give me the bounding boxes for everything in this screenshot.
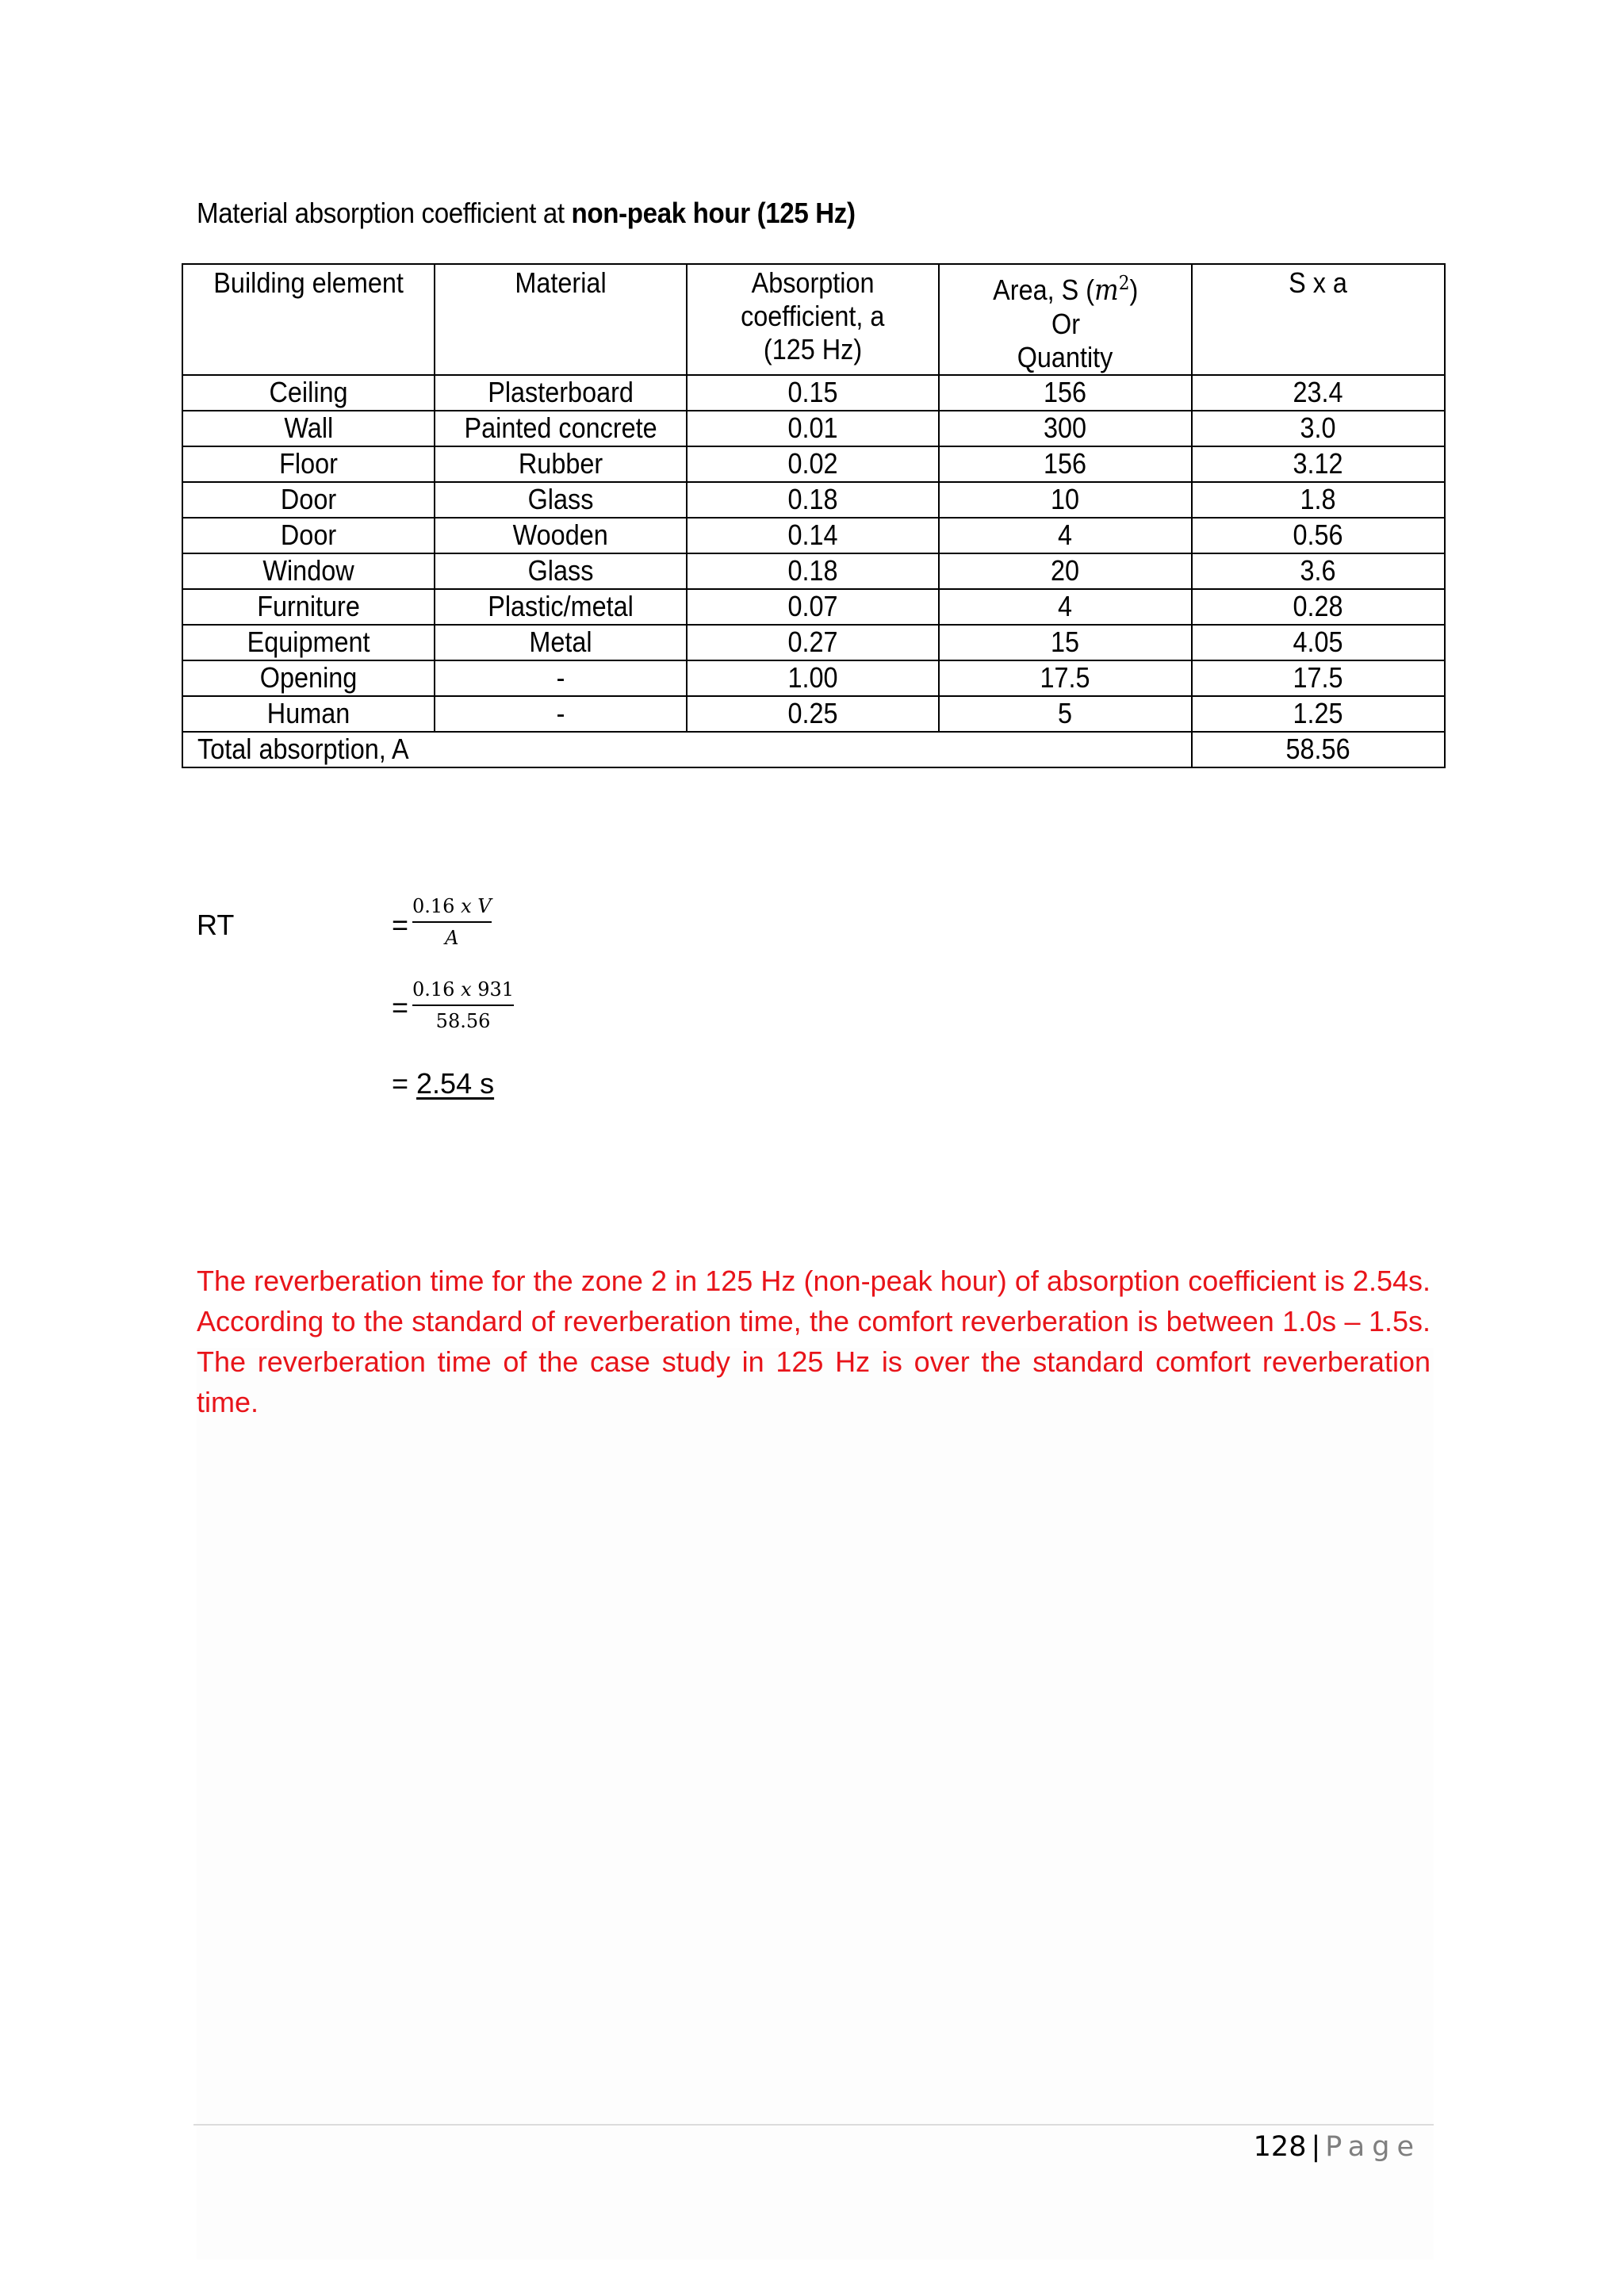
header-area: Area, S $(m^2)$ Or Quantity xyxy=(939,264,1192,375)
cell-area: 15 xyxy=(939,625,1192,660)
cell-building-element: Wall xyxy=(182,411,435,446)
table-header-row xyxy=(182,264,1445,375)
header-sxa: S x a xyxy=(1192,264,1445,375)
table-row xyxy=(182,518,1445,553)
page-background-shade xyxy=(197,1348,1434,2260)
cell-material: Metal xyxy=(435,625,687,660)
cell-absorption-coefficient: 0.25 xyxy=(687,696,939,732)
cell-sxa: 3.6 xyxy=(1192,553,1445,589)
cell-sxa: 0.56 xyxy=(1192,518,1445,553)
total-value: 58.56 xyxy=(1192,732,1445,767)
table-row xyxy=(182,446,1445,482)
cell-sxa: 3.0 xyxy=(1192,411,1445,446)
page-word: Page xyxy=(1325,2131,1421,2163)
footer-divider xyxy=(193,2124,1434,2126)
cell-material: - xyxy=(435,696,687,732)
cell-material: Wooden xyxy=(435,518,687,553)
table-row xyxy=(182,589,1445,625)
cell-material: Glass xyxy=(435,553,687,589)
absorption-table xyxy=(182,263,1446,768)
result-value: 2.54 s xyxy=(416,1067,495,1100)
table-total-row xyxy=(182,732,1445,767)
cell-sxa: 3.12 xyxy=(1192,446,1445,482)
cell-building-element: Door xyxy=(182,482,435,518)
fraction-bar xyxy=(412,921,492,923)
table-body xyxy=(182,375,1445,732)
cell-absorption-coefficient: 1.00 xyxy=(687,660,939,696)
header-building-element: Building element xyxy=(182,264,435,375)
cell-absorption-coefficient: 0.01 xyxy=(687,411,939,446)
fraction-denominator: 58.56 xyxy=(435,1010,491,1032)
cell-area: 5 xyxy=(939,696,1192,732)
fraction-substituted xyxy=(412,978,514,1033)
cell-sxa: 17.5 xyxy=(1192,660,1445,696)
cell-material: Plasterboard xyxy=(435,375,687,411)
table-row xyxy=(182,660,1445,696)
cell-building-element: Window xyxy=(182,553,435,589)
cell-material: Rubber xyxy=(435,446,687,482)
cell-building-element: Ceiling xyxy=(182,375,435,411)
cell-absorption-coefficient: 0.18 xyxy=(687,482,939,518)
cell-sxa: 1.8 xyxy=(1192,482,1445,518)
cell-area: 4 xyxy=(939,518,1192,553)
page-number: 128 xyxy=(1253,2131,1307,2163)
cell-sxa: 23.4 xyxy=(1192,375,1445,411)
table-row xyxy=(182,625,1445,660)
cell-absorption-coefficient: 0.18 xyxy=(687,553,939,589)
fraction-numerator: 0.16 x V xyxy=(412,895,492,917)
cell-sxa: 4.05 xyxy=(1192,625,1445,660)
cell-absorption-coefficient: 0.27 xyxy=(687,625,939,660)
conclusion-paragraph: The reverberation time for the zone 2 in 125 Hz (non-peak hour) of absorption coefficient is 2.54s. According to the standard of reverberation time, the comfort reverberation is between 1.0s – 1.5s. The reverberation time of the case study in 125 Hz is over the standard comfort reverberation time. xyxy=(197,1265,1431,1418)
cell-area: 4 xyxy=(939,589,1192,625)
cell-building-element: Furniture xyxy=(182,589,435,625)
cell-absorption-coefficient: 0.07 xyxy=(687,589,939,625)
page-footer xyxy=(1254,2131,1421,2163)
table-row xyxy=(182,696,1445,732)
cell-area: 300 xyxy=(939,411,1192,446)
cell-area: 10 xyxy=(939,482,1192,518)
heading-prefix: Material absorption coefficient at xyxy=(197,197,572,229)
table-row xyxy=(182,375,1445,411)
result-prefix: = xyxy=(392,1067,417,1100)
fraction-denominator: A xyxy=(445,927,459,949)
cell-absorption-coefficient: 0.02 xyxy=(687,446,939,482)
cell-area: 156 xyxy=(939,446,1192,482)
cell-building-element: Door xyxy=(182,518,435,553)
rt-label: RT xyxy=(197,909,235,941)
cell-material: Painted concrete xyxy=(435,411,687,446)
cell-area: 17.5 xyxy=(939,660,1192,696)
cell-building-element: Floor xyxy=(182,446,435,482)
equals-sign-1: = xyxy=(392,909,409,941)
footer-separator: | xyxy=(1311,2131,1321,2163)
total-label: Total absorption, A xyxy=(182,732,1192,767)
cell-material: Glass xyxy=(435,482,687,518)
table-row xyxy=(182,482,1445,518)
cell-building-element: Opening xyxy=(182,660,435,696)
cell-building-element: Human xyxy=(182,696,435,732)
fraction-bar xyxy=(412,1004,514,1006)
formula-result xyxy=(392,1067,494,1100)
cell-absorption-coefficient: 0.15 xyxy=(687,375,939,411)
section-heading xyxy=(197,197,856,230)
cell-area: 156 xyxy=(939,375,1192,411)
cell-sxa: 1.25 xyxy=(1192,696,1445,732)
cell-building-element: Equipment xyxy=(182,625,435,660)
heading-bold: non-peak hour (125 Hz) xyxy=(571,197,856,229)
cell-absorption-coefficient: 0.14 xyxy=(687,518,939,553)
table-row xyxy=(182,411,1445,446)
header-material: Material xyxy=(435,264,687,375)
equals-sign-2: = xyxy=(392,991,409,1024)
cell-material: - xyxy=(435,660,687,696)
fraction-numerator: 0.16 x 931 xyxy=(412,978,515,1001)
header-absorption-coefficient: Absorption coefficient, a (125 Hz) xyxy=(687,264,939,375)
cell-material: Plastic/metal xyxy=(435,589,687,625)
cell-area: 20 xyxy=(939,553,1192,589)
table-row xyxy=(182,553,1445,589)
fraction-formula xyxy=(412,894,492,950)
cell-sxa: 0.28 xyxy=(1192,589,1445,625)
